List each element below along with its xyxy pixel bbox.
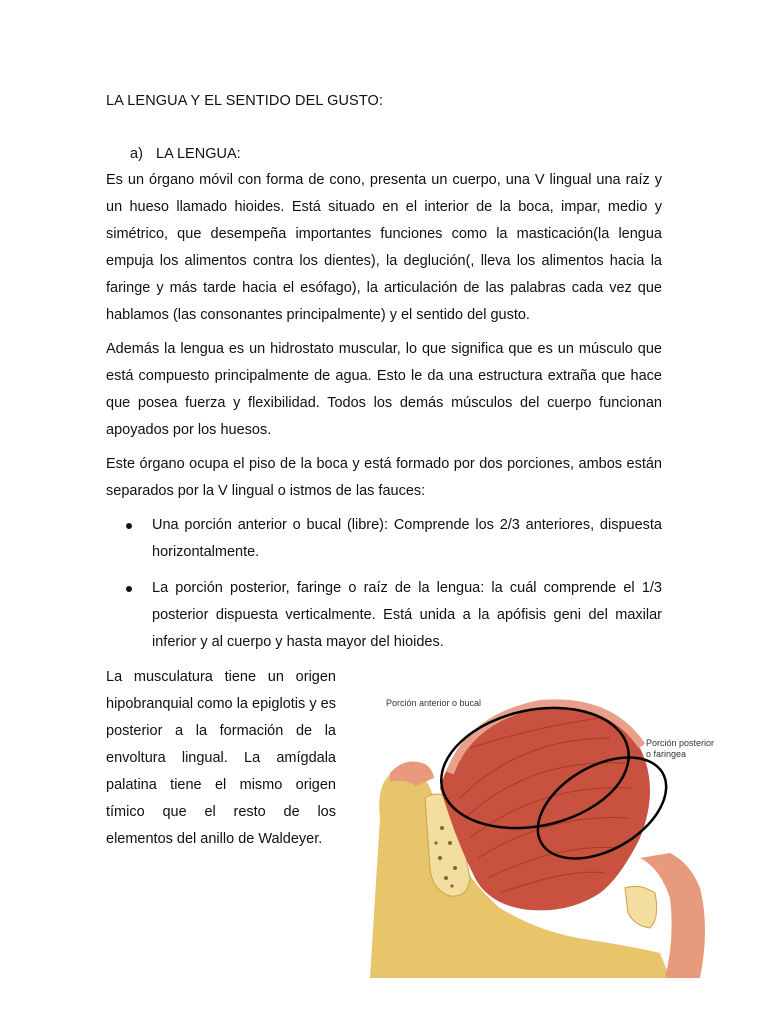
section-heading-text: LA LENGUA: [156, 146, 241, 162]
paragraph-intro: Es un órgano móvil con forma de cono, presenta un cuerpo, una V lingual una raíz y un hueso llamado hioides. Está situado en el interior de la boca, impar, medio y simétrico, que desempeña importantes funciones como la masticación(la lengua empuja los alimentos contra los dientes), la deglución(, lleva los alimentos hacia la faringe y más tarde hacia el esófago), la articulación de las palabras cada vez que hablamos (las consonantes principalmente) y el sentido del gusto. [106, 172, 662, 323]
list-item-text: La porción posterior, faringe o raíz de la lengua: la cuál comprende el 1/3 posterior dispuesta verticalmente. Está unida a la apófisis geni del maxilar inferior y al cuerpo y hasta mayor del hioides. [152, 580, 662, 650]
label-posterior-portion [646, 738, 736, 760]
label-posterior-line2: o faringea [646, 749, 687, 759]
tongue-anatomy-figure [370, 678, 730, 978]
list-item [106, 575, 662, 656]
list-item [106, 512, 662, 566]
label-anterior-portion: Porción anterior o bucal [386, 698, 482, 708]
bullet-icon [126, 586, 132, 592]
list-item-text: Una porción anterior o bucal (libre): Comprende los 2/3 anteriores, dispuesta horizontalmente. [152, 517, 662, 560]
document-title: LA LENGUA Y EL SENTIDO DEL GUSTO: [106, 93, 384, 109]
portions-list [106, 512, 662, 665]
bullet-icon [126, 523, 132, 529]
section-heading [130, 146, 241, 162]
section-marker: a) [130, 146, 143, 162]
hyoid-shape [625, 886, 657, 928]
paragraph-hydrostat: Además la lengua es un hidrostato muscular, lo que significa que es un músculo que está compuesto principalmente de agua. Esto le da una estructura extraña que hace que posea fuerza y flexibilidad. Todos los demás músculos del cuerpo funcionan apoyados por los huesos. [106, 341, 662, 438]
paragraph-portions: Este órgano ocupa el piso de la boca y está formado por dos porciones, ambos están separados por la V lingual o istmos de las fauces: [106, 456, 662, 499]
paragraph-musculature: La musculatura tiene un origen hipobranquial como la epiglotis y es posterior a la formación de la envoltura lingual. La amígdala palatina tiene el mismo origen tímico que el resto de los elementos del anillo de Waldeyer. [106, 669, 336, 847]
label-posterior-line1: Porción posterior [646, 738, 715, 748]
